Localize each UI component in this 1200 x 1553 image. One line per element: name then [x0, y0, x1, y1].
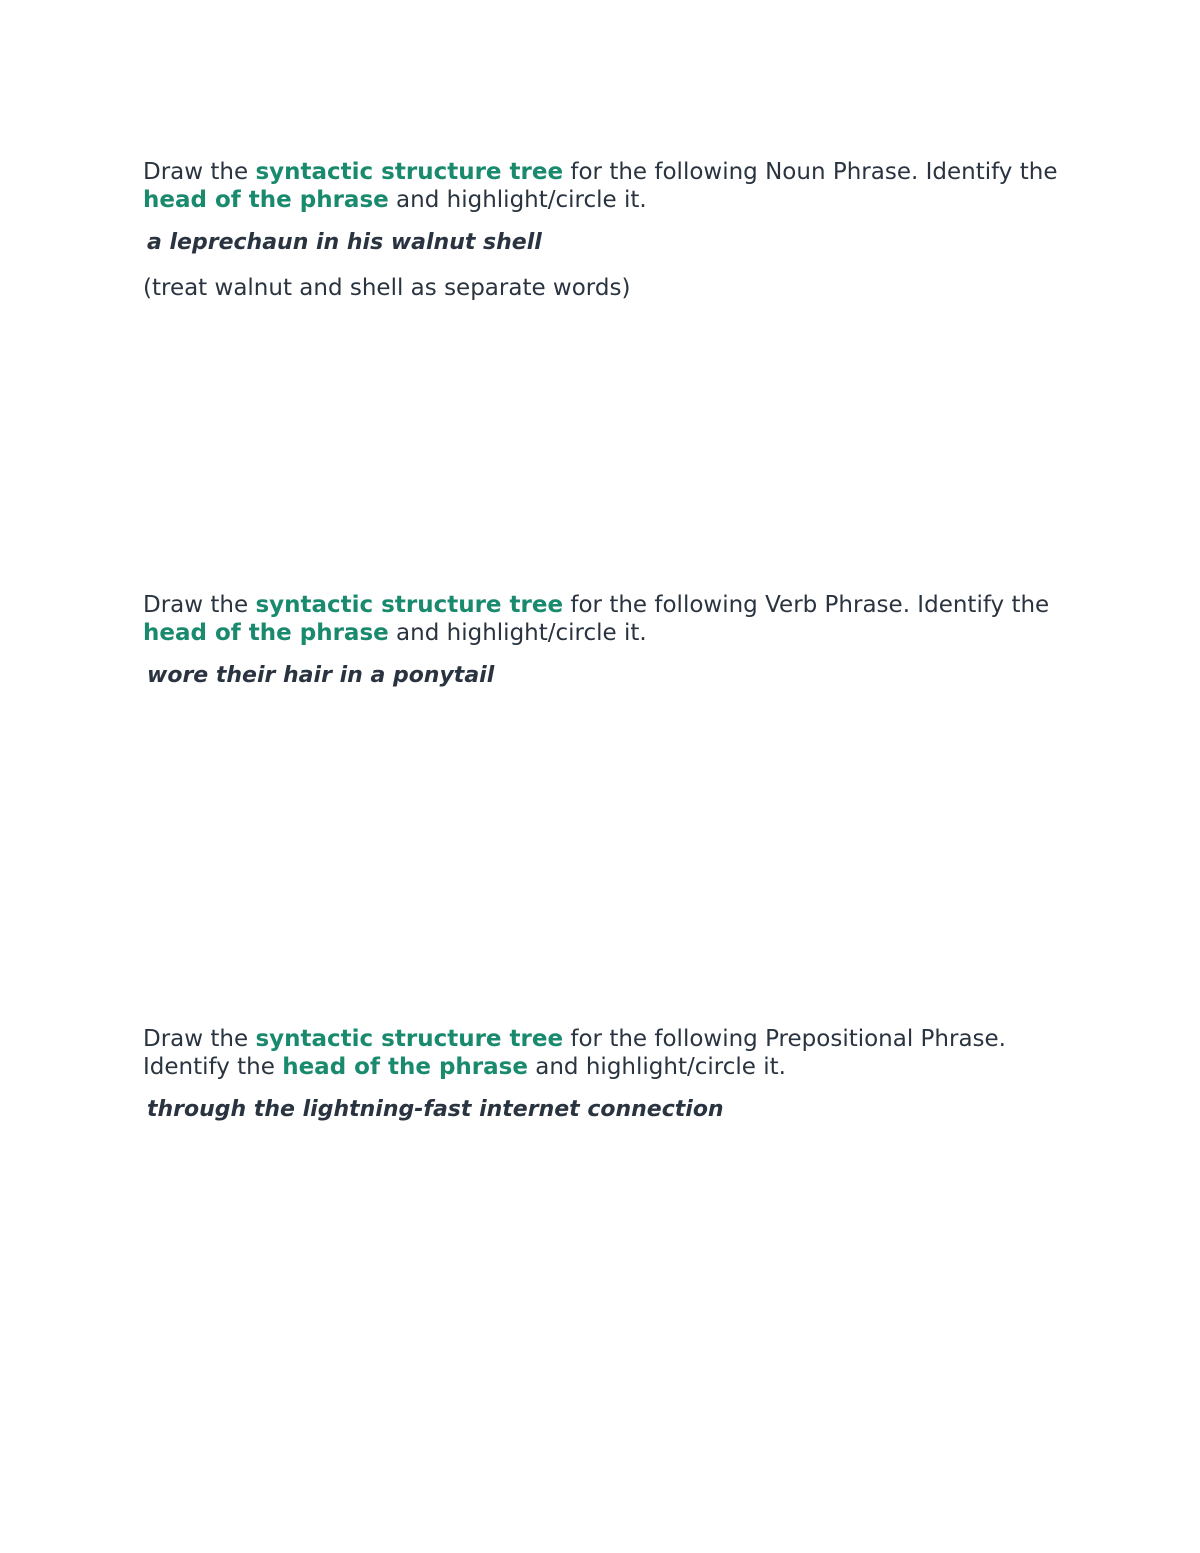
prompt-end: and highlight/circle it.: [388, 187, 647, 213]
question-1-note: (treat walnut and shell as separate words): [143, 275, 631, 301]
prompt-start: Draw the: [143, 159, 256, 185]
question-2: [143, 591, 1063, 690]
prompt-mid: for the following Prepositional Phrase. Identify the: [143, 1026, 1006, 1080]
question-3-phrase: through the lightning-fast internet connection: [147, 1097, 724, 1122]
question-1-prompt: [143, 158, 1063, 214]
highlight-structure-tree: syntactic structure tree: [255, 1026, 564, 1052]
question-1: [143, 158, 1063, 302]
prompt-start: Draw the: [143, 592, 256, 618]
question-2-phrase: wore their hair in a ponytail: [147, 663, 495, 688]
highlight-structure-tree: syntactic structure tree: [255, 159, 564, 185]
prompt-end: and highlight/circle it.: [388, 620, 647, 646]
prompt-mid: for the following Noun Phrase. Identify the: [563, 159, 1058, 185]
question-1-phrase: a leprechaun in his walnut shell: [147, 230, 542, 255]
highlight-head-of-phrase: head of the phrase: [282, 1054, 528, 1080]
highlight-head-of-phrase: head of the phrase: [143, 620, 389, 646]
question-3-prompt: [143, 1025, 1063, 1081]
prompt-mid: for the following Verb Phrase. Identify the: [563, 592, 1050, 618]
question-2-prompt: [143, 591, 1063, 647]
question-3: [143, 1025, 1063, 1124]
highlight-structure-tree: syntactic structure tree: [255, 592, 564, 618]
prompt-start: Draw the: [143, 1026, 256, 1052]
prompt-end: and highlight/circle it.: [527, 1054, 786, 1080]
highlight-head-of-phrase: head of the phrase: [143, 187, 389, 213]
